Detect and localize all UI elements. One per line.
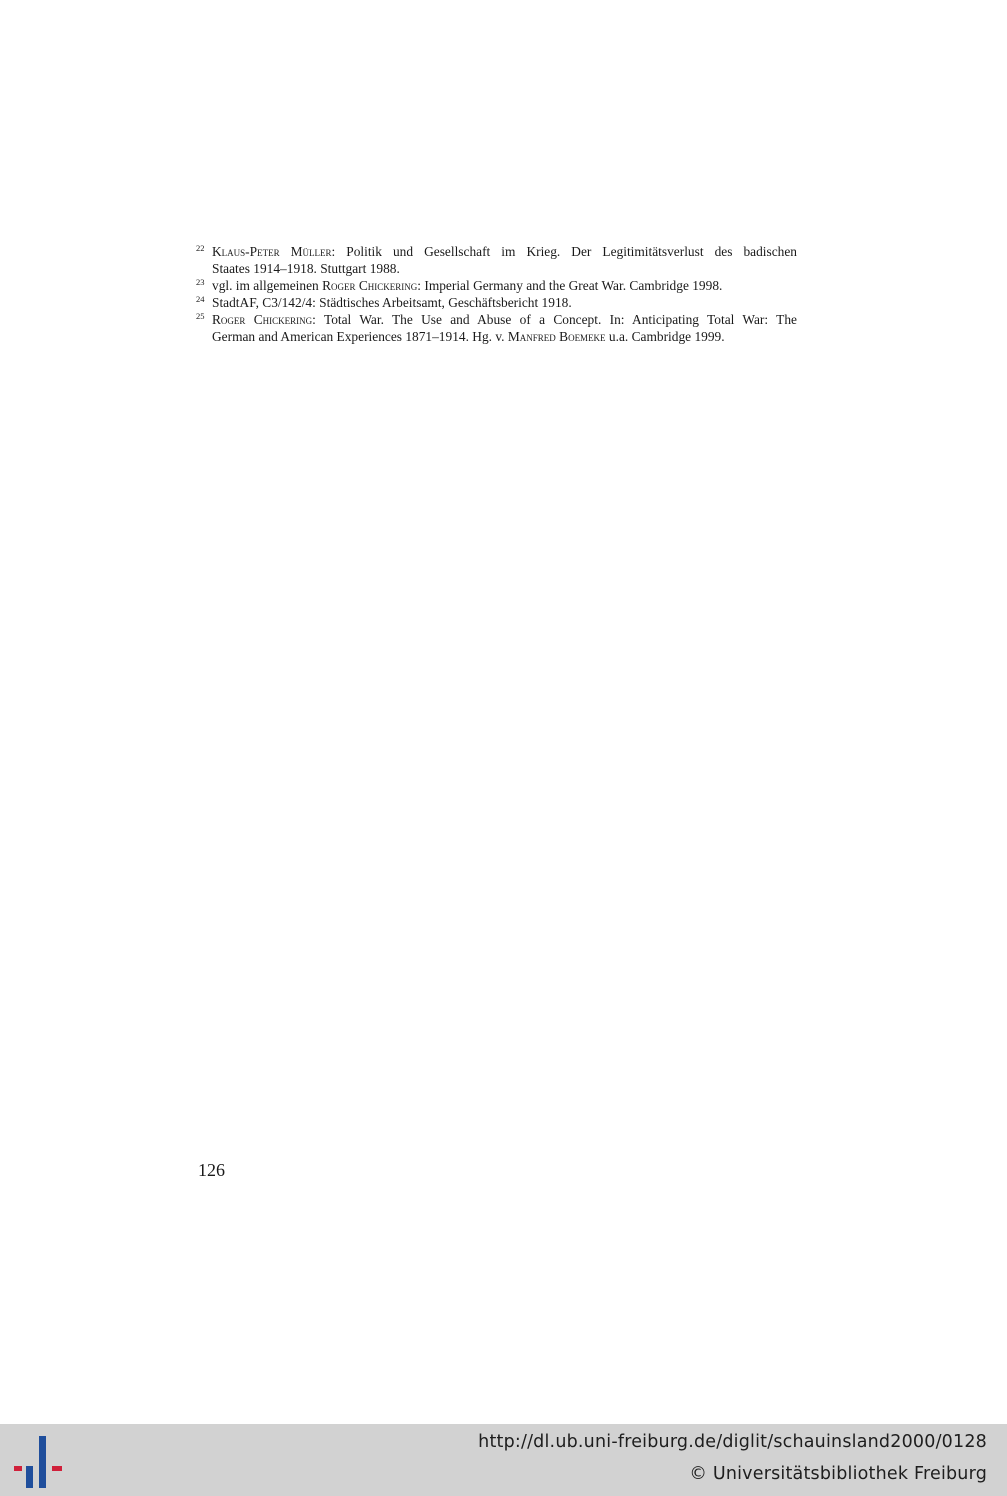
footnote-25: [196, 311, 797, 345]
author-name: Roger Chickering: [212, 312, 313, 327]
footnote-line: [212, 328, 797, 345]
footnotes: [196, 243, 797, 345]
logo-red-left: [14, 1466, 22, 1471]
logo-blue-short: [26, 1466, 33, 1488]
logo-red-right: [52, 1466, 62, 1471]
author-name: Roger Chickering: [322, 278, 418, 293]
library-logo-icon: [12, 1436, 64, 1488]
footnote-text: : Politik und Gesellschaft im Krieg. Der Legitimitätsverlust des badischen: [331, 244, 797, 259]
footnote-23: [196, 277, 797, 294]
footnote-24: [196, 294, 797, 311]
editor-name: Manfred Boemeke: [507, 329, 606, 344]
footnote-text: : Imperial Germany and the Great War. Cambridge 1998.: [417, 278, 723, 293]
footnote-line: [212, 243, 797, 260]
footnote-22: [196, 243, 797, 277]
footnote-line: [212, 311, 797, 328]
footnote-number: 24: [196, 294, 205, 304]
author-name: Klaus-Peter Müller: [212, 244, 332, 259]
footnote-text: vgl. im allgemeinen: [212, 278, 323, 293]
footnote-text: German and American Experiences 1871–1914. Hg. v.: [212, 329, 508, 344]
footnote-number: 23: [196, 277, 205, 287]
footer-bar: [0, 1424, 1007, 1496]
logo-blue-tall: [39, 1436, 46, 1488]
footnote-text: : Total War. The Use and Abuse of a Concept. In: Anticipating Total War: The: [312, 312, 797, 327]
permalink-url[interactable]: http://dl.ub.uni-freiburg.de/diglit/schauinsland2000/0128: [478, 1432, 987, 1452]
page-number: 126: [198, 1160, 225, 1180]
copyright-notice: © Universitätsbibliothek Freiburg: [689, 1464, 987, 1484]
footnote-line: Staates 1914–1918. Stuttgart 1988.: [212, 261, 400, 276]
footnote-text: StadtAF, C3/142/4: Städtisches Arbeitsamt, Geschäftsbericht 1918.: [212, 295, 572, 310]
footnote-number: 22: [196, 243, 205, 253]
footnote-text: u.a. Cambridge 1999.: [605, 329, 725, 344]
footnote-number: 25: [196, 311, 205, 321]
